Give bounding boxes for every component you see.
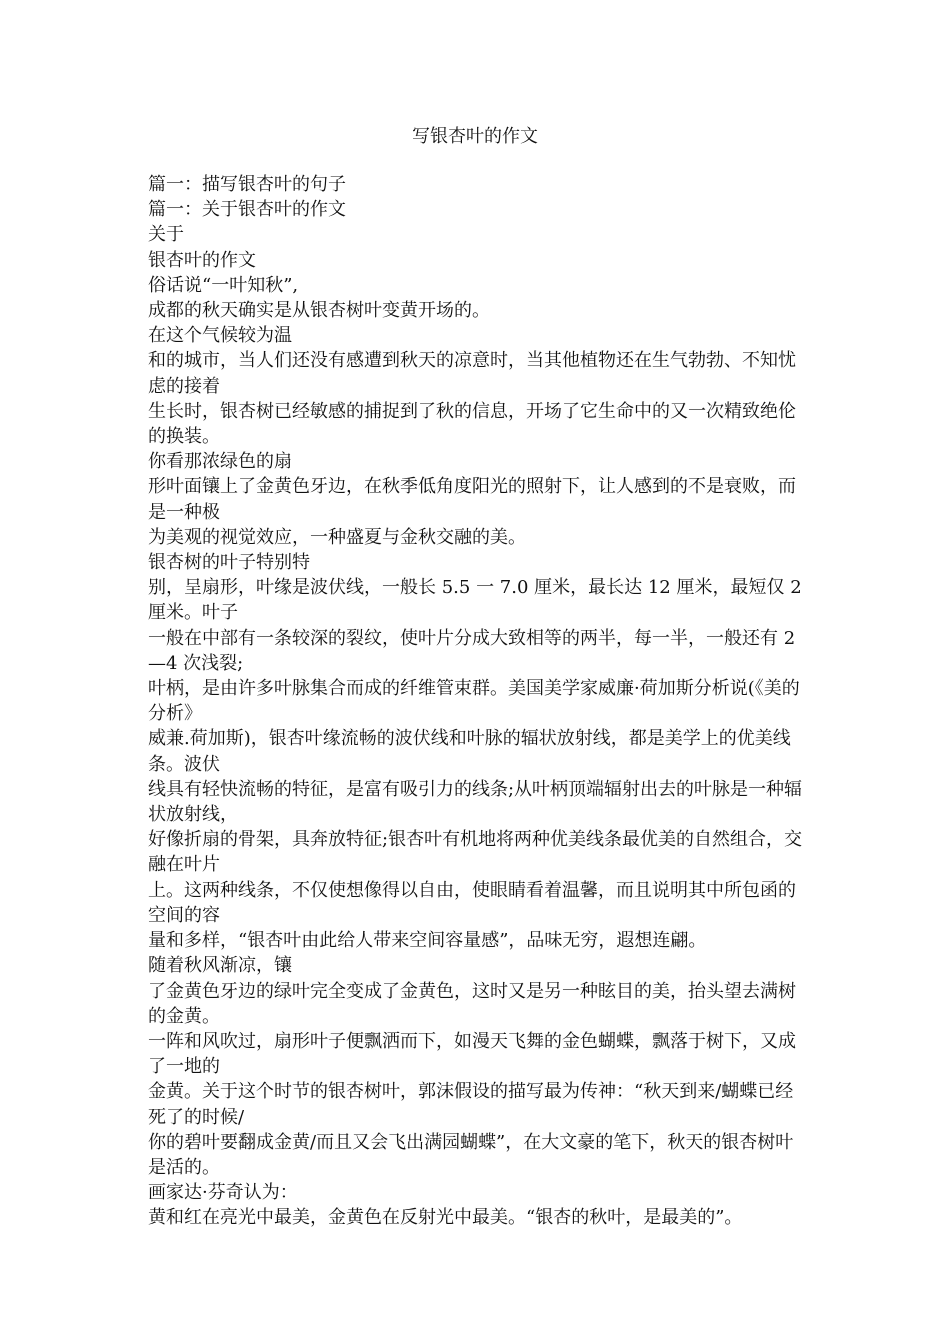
text-line: 量和多样，“银杏叶由此给人带来空间容量感”，品味无穷，遐想连翩。 <box>148 930 707 952</box>
text-line: 一般在中部有一条较深的裂纹，使叶片分成大致相等的两半，每一半，一般还有 2—4 次浅裂; <box>148 627 796 674</box>
text-line: 别，呈扇形，叶缘是波伏线，一般长 5.5 一 7.0 厘米，最长达 12 厘米，最短仅 2 厘米。叶子 <box>148 577 802 624</box>
text-line: 金黄。关于这个时节的银杏树叶，郭沫假设的描写最为传神：“秋天到来/蝴蝶已经死了的时候/ <box>148 1081 794 1128</box>
text-line: 篇一：关于银杏叶的作文 <box>148 199 346 221</box>
text-line: 银杏叶的作文 <box>148 249 256 271</box>
text-line: 了金黄色牙边的绿叶完全变成了金黄色，这时又是另一种眩目的美，抬头望去满树的金黄。 <box>148 980 796 1027</box>
text-line: 篇一：描写银杏叶的句子 <box>148 174 346 195</box>
text-line: 一阵和风吹过，扇形叶子便飘洒而下，如漫天飞舞的金色蝴蝶，飘落于树下，又成了一地的 <box>148 1030 796 1078</box>
text-line: 关于 <box>148 224 184 246</box>
text-line: 生长时，银杏树已经敏感的捕捉到了秋的信息，开场了它生命中的又一次精致绝伦的换装。 <box>148 400 796 448</box>
text-line: 黄和红在亮光中最美，金黄色在反射光中最美。“银杏的秋叶，是最美的”。 <box>148 1207 743 1229</box>
text-line: 银杏树的叶子特别特 <box>148 552 310 574</box>
text-line: 线具有轻快流畅的特征，是富有吸引力的线条;从叶柄顶端辐射出去的叶脉是一种辐状放射线， <box>148 778 803 826</box>
text-line: 你的碧叶要翻成金黄/而且又会飞出满园蝴蝶”，在大文豪的笔下，秋天的银杏树叶是活的。 <box>148 1131 794 1178</box>
text-line: 在这个气候较为温 <box>148 325 292 347</box>
text-line: 成都的秋天确实是从银杏树叶变黄开场的。 <box>148 300 490 322</box>
text-line: 威兼.荷加斯)，银杏叶缘流畅的波伏线和叶脉的辐状放射线，都是美学上的优美线条。波伏 <box>148 728 791 775</box>
text-line: 和的城市，当人们还没有感遭到秋天的凉意时，当其他植物还在生气勃勃、不知忧虑的接着 <box>148 350 796 397</box>
document-body <box>148 172 803 1231</box>
text-line: 形叶面镶上了金黄色牙边，在秋季低角度阳光的照射下，让人感到的不是衰败，而是一种极 <box>148 476 796 523</box>
text-line: 上。这两种线条，不仅使想像得以自由，使眼睛看着温馨，而且说明其中所包函的空间的容 <box>148 879 796 926</box>
text-line: 随着秋风渐凉，镶 <box>148 955 292 977</box>
document-title: 写银杏叶的作文 <box>412 126 538 147</box>
text-line: 你看那浓绿色的扇 <box>148 451 292 473</box>
text-line: 画家达·芬奇认为： <box>148 1182 298 1204</box>
text-line: 好像折扇的骨架，具奔放特征;银杏叶有机地将两种优美线条最优美的自然组合，交融在叶片 <box>148 829 803 876</box>
text-line: 为美观的视觉效应，一种盛夏与金秋交融的美。 <box>148 526 526 548</box>
text-line: 叶柄，是由许多叶脉集合而成的纤维管束群。美国美学家威廉·荷加斯分析说(《美的分析》 <box>148 678 800 725</box>
text-line: 俗话说“一叶知秋”, <box>148 274 299 296</box>
